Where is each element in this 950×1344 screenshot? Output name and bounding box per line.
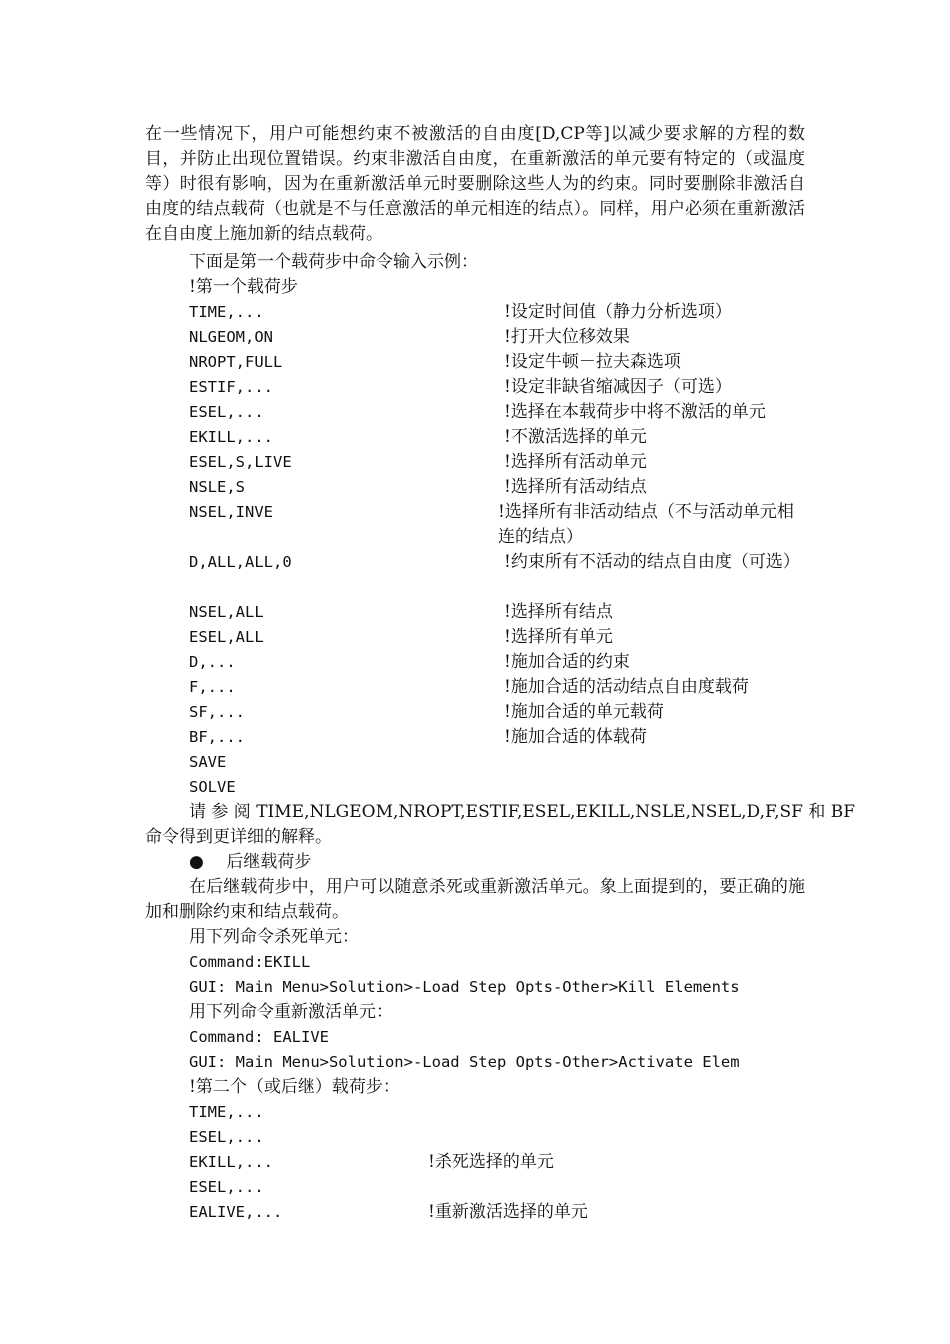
command-line: TIME,... — [189, 1103, 264, 1121]
command-line: ESEL,... — [189, 1178, 264, 1196]
command-comment: !选择所有活动单元 — [504, 452, 647, 472]
command-comment: !施加合适的约束 — [504, 652, 630, 672]
activate-command: Command: EALIVE — [189, 1028, 329, 1046]
command-comment: !约束所有不活动的结点自由度（可选） — [504, 552, 800, 572]
command-line: NROPT,FULL — [189, 353, 283, 371]
second-step-label: !第二个（或后继）载荷步： — [189, 1077, 400, 1097]
bullet-icon: ● — [189, 852, 204, 872]
command-line: NLGEOM,ON — [189, 328, 273, 346]
command-line: SAVE — [189, 753, 227, 771]
command-line: EKILL,... — [189, 428, 273, 446]
command-comment: !选择所有结点 — [504, 602, 613, 622]
command-line: ESTIF,... — [189, 378, 273, 396]
command-line: BF,... — [189, 728, 245, 746]
command-comment: !施加合适的活动结点自由度载荷 — [504, 677, 749, 697]
activate-intro: 用下列命令重新激活单元： — [189, 1002, 393, 1022]
first-step-label: !第一个载荷步 — [189, 277, 298, 297]
command-comment: !施加合适的体载荷 — [504, 727, 647, 747]
activate-gui-path: GUI: Main Menu>Solution>-Load Step Opts-Other>Activate Elem — [189, 1053, 740, 1071]
command-comment: !重新激活选择的单元 — [428, 1202, 588, 1222]
command-line: ESEL,... — [189, 1128, 264, 1146]
bullet-heading-text: 后继载荷步 — [226, 852, 312, 872]
command-comment: !设定牛顿－拉夫森选项 — [504, 352, 681, 372]
command-line: EALIVE,... — [189, 1203, 283, 1221]
command-line: NSEL,ALL — [189, 603, 264, 621]
command-line: SF,... — [189, 703, 245, 721]
command-line: NSEL,INVE — [189, 503, 273, 521]
reference-text-continued: 命令得到更详细的解释。 — [145, 827, 332, 847]
command-comment: !打开大位移效果 — [504, 327, 630, 347]
example-intro: 下面是第一个载荷步中命令输入示例： — [189, 252, 478, 272]
kill-command: Command:EKILL — [189, 953, 311, 971]
command-comment: !选择所有非活动结点（不与活动单元相连的结点） — [498, 502, 794, 547]
command-line: EKILL,... — [189, 1153, 273, 1171]
subsequent-paragraph: 在后继载荷步中，用户可以随意杀死或重新激活单元。象上面提到的，要正确的施加和删除约束和结点载荷。 — [145, 877, 805, 922]
command-line: ESEL,ALL — [189, 628, 264, 646]
command-line: D,ALL,ALL,0 — [189, 553, 292, 571]
command-line: ESEL,... — [189, 403, 264, 421]
command-comment: !施加合适的单元载荷 — [504, 702, 664, 722]
command-comment: !设定时间值（静力分析选项） — [504, 302, 732, 322]
command-comment: !选择所有单元 — [504, 627, 613, 647]
kill-gui-path: GUI: Main Menu>Solution>-Load Step Opts-Other>Kill Elements — [189, 978, 740, 996]
command-line: SOLVE — [189, 778, 236, 796]
intro-paragraph: 在一些情况下，用户可能想约束不被激活的自由度[D,CP等]以减少要求解的方程的数目，并防止出现位置错误。约束非激活自由度，在重新激活的单元要有特定的（或温度等）时很有影响，因为在重新激活单元时要删除这些人为的约束。同时要删除非激活自由度的结点载荷（也就是不与任意激活的单元相连的结点）。同样，用户必须在重新激活在自由度上施加新的结点载荷。 — [145, 124, 805, 244]
command-comment: !选择所有活动结点 — [504, 477, 647, 497]
command-line: NSLE,S — [189, 478, 245, 496]
reference-text: 请 参 阅 TIME,NLGEOM,NROPT,ESTIF,ESEL,EKILL,NSLE,NSEL,D,F,SF 和 BF — [189, 802, 856, 822]
kill-intro: 用下列命令杀死单元： — [189, 927, 359, 947]
command-comment: !选择在本载荷步中将不激活的单元 — [504, 402, 766, 422]
command-comment: !杀死选择的单元 — [428, 1152, 554, 1172]
command-line: D,... — [189, 653, 236, 671]
command-line: ESEL,S,LIVE — [189, 453, 292, 471]
command-comment: !不激活选择的单元 — [504, 427, 647, 447]
command-line: TIME,... — [189, 303, 264, 321]
command-comment: !设定非缺省缩减因子（可选） — [504, 377, 732, 397]
command-line: F,... — [189, 678, 236, 696]
bullet-heading — [189, 850, 311, 875]
